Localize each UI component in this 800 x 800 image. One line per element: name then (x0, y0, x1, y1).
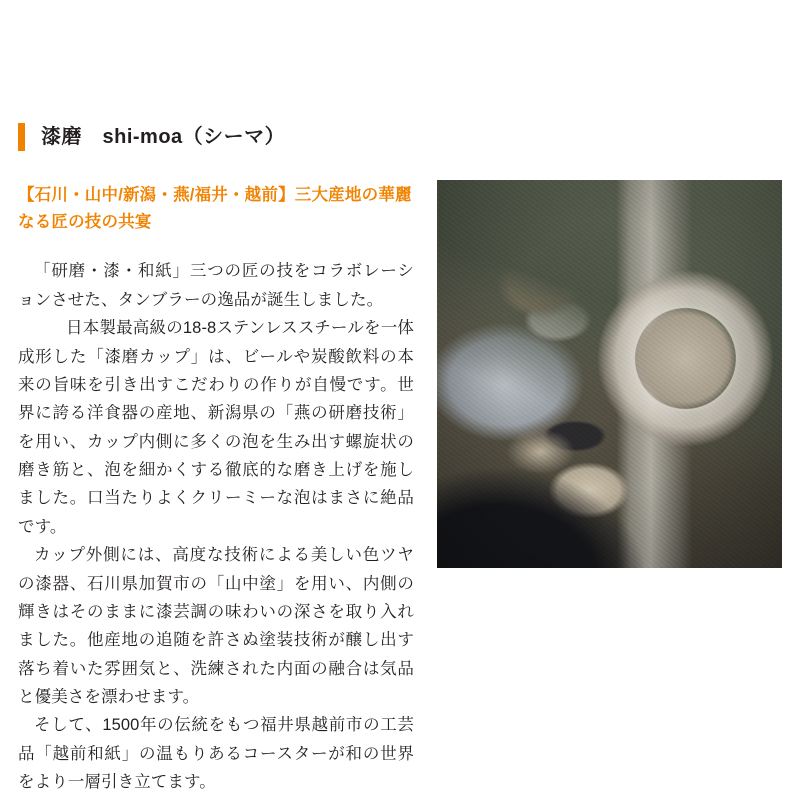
title-accent-bar (18, 123, 25, 151)
article-paragraph-3: カップ外側には、高度な技術による美しい色ツヤの漆器、石川県加賀市の「山中塗」を用い、内側の輝きはそのままに漆芸調の味わいの深さを取り入れました。他産地の追随を許さぬ塗装技術が醸し出す落ち着いた雰囲気と、洗練された内面の融合は気品と優美さを漂わせます。 (18, 546, 414, 707)
article-paragraph-4: そして、1500年の伝統をもつ福井県越前市の工芸品「越前和紙」の温もりあるコースターが和の世界をより一層引き立てます。 (18, 716, 414, 792)
photo-image (437, 180, 782, 568)
article-body (18, 257, 414, 796)
page-title-row (18, 122, 285, 152)
article-paragraph-2: 日本製最高級の18-8ステンレススチールを一体成形した「漆磨カップ」は、ビールや炭酸飲料の本来の旨味を引き出すこだわりの作りが自慢です。世界に誇る洋食器の産地、新潟県の「燕の研磨技術」を用い、カップ内側に多くの泡を生み出す螺旋状の磨き筋と、泡を細かくする徹底的な磨き上げを施しました。口当たりよくクリーミーな泡はまさに絶品です。 (18, 319, 414, 536)
page-title: 漆磨 shi-moa（シーマ） (41, 126, 286, 148)
article-paragraph-1: 「研磨・漆・和紙」三つの匠の技をコラボレーションさせた、タンブラーの逸品が誕生しました。 (18, 262, 414, 309)
article-column (18, 182, 414, 797)
product-process-photo (437, 180, 782, 568)
article-lead: 【石川・山中/新潟・燕/福井・越前】三大産地の華麗なる匠の技の共宴 (18, 186, 412, 231)
